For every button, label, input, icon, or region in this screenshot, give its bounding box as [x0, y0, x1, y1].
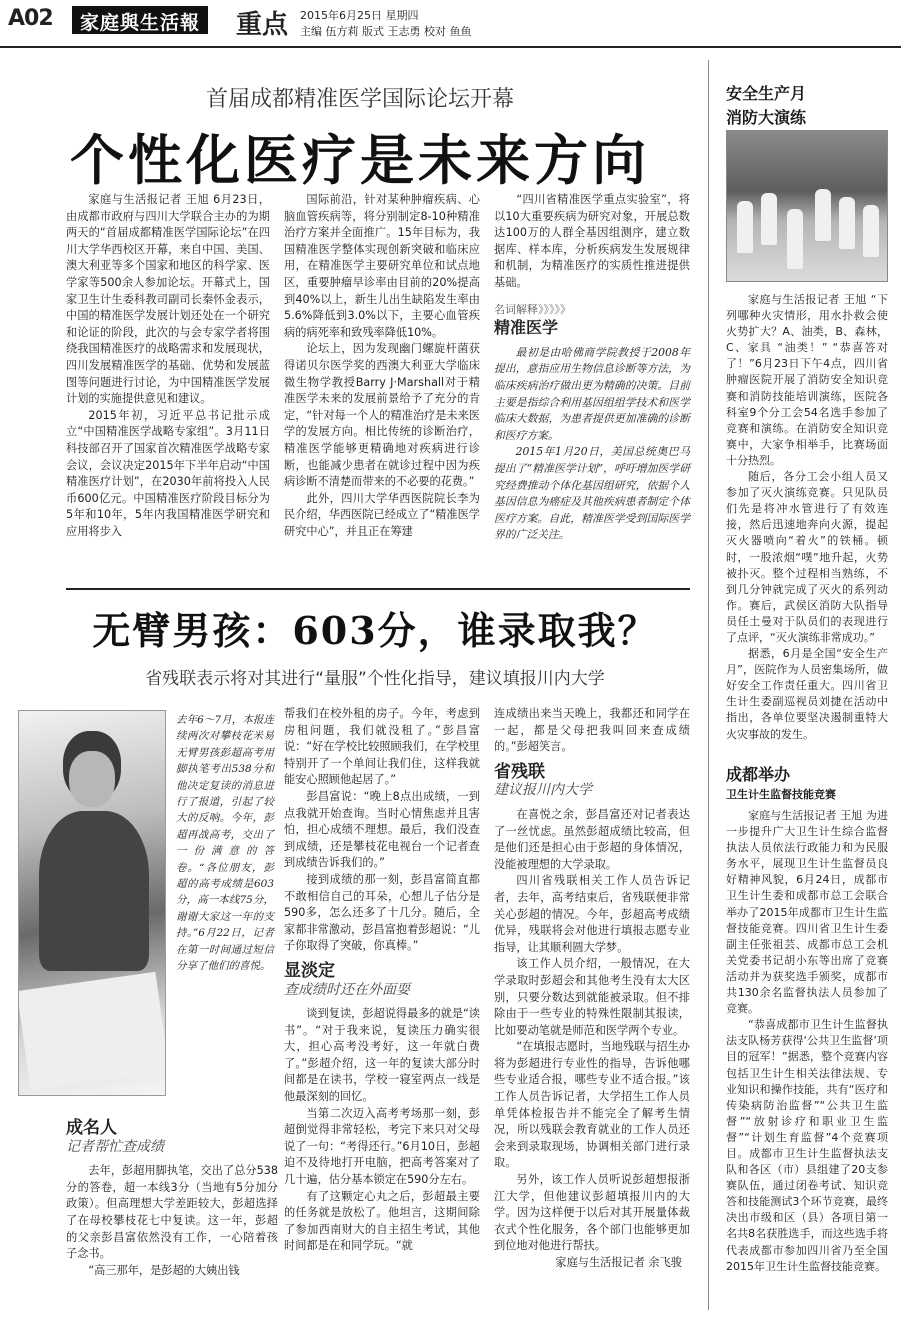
sidebar1-title-line: 消防大演练 — [726, 108, 807, 127]
article2-column-3 — [494, 706, 690, 1272]
article-paragraph: 随后，各分工会小组人员又参加了灭火演练竞赛。只见队员们先是将冲水管进行了有效连接，然后迅速地奔向火源，提起灭火器喷向“着火”的铁桶。顿时，一股浓烟“噗”地升起，火势被扑灭。整个过程相当熟练，不到几分钟就完成了灭火的系列动作。赛后，武侯区消防大队指导员任土曼对于队员们的表现进行了点评，“灭火演练非常成功。” — [726, 470, 888, 644]
article-paragraph: 帮我们在校外租的房子。今年，考虑到房租问题，我们就没租了。”彭昌富说：“好在学校比较照顾我们，在学校里特别开了一个单间让我们住，这样我就能安心照顾他起居了。” — [284, 707, 480, 787]
article-paragraph: 家庭与生活报记者 王旭 6月23日，由成都市政府与四川大学联合主办的为期两天的“首届成都精准医学国际论坛”在四川大学华西校区开幕，来自中国、美国、澳大利亚等多个国家和地区的科学家、医学家等500余人参加论坛。开幕式上，国家卫生计生委科教司副司长秦怀金表示，中国的精准医学发展计划还处在一个研究和论证的阶段，此次的与会专家学者将围绕我国精准医疗的战略需求和发展现状，四川发展精准医学的基础、优势和发展蓝图等问题进行讨论，为中国精准医学发展计划的实施提供意见和建议。 — [66, 193, 270, 406]
article-paragraph: 接到成绩的那一刻，彭昌富简直都不敢相信自己的耳朵，心想儿子估分是590多，怎么还多了十几分。随后，全家都非常激动，彭昌富抱着彭超说：“儿子你取得了突破，你真棒。” — [284, 872, 480, 953]
article2-column-1 — [66, 1120, 278, 1279]
article1-column-3 — [494, 192, 690, 544]
article2-subheadline: 省残联表示将对其进行“量服”个性化指导，建议填报川内大学 — [145, 669, 605, 689]
glossary-label: 名词解释》》》》》 — [494, 302, 571, 316]
article-paragraph: 据悉，6月是全国“安全生产月”，医院作为人员密集场所，做好安全工作责任重大。四川省卫生计生委副巡视员刘捷在活动中指出，各单位要坚决遏制重特大火灾事故的发生。 — [726, 647, 888, 741]
fire-drill-photo — [726, 130, 888, 282]
section-heading: 显淡定 — [284, 960, 335, 981]
sidebar1-body — [726, 292, 888, 743]
sidebar2-subtitle: 卫生计生监督技能竞赛 — [726, 788, 836, 801]
article-byline: 家庭与生活报记者 余飞骏 — [555, 1256, 682, 1269]
page-number: A02 — [8, 6, 53, 31]
section-subheading: 记者帮忙查成绩 — [66, 1138, 164, 1155]
article1-kicker: 首届成都精准医学国际论坛开幕 — [205, 87, 514, 112]
article-paragraph: “恭喜成都市卫生计生监督执法支队杨芳获得‘公共卫生监督’项目的冠军！”据悉，整个竞赛内容包括卫生计生相关法律法规、专业知识和操作技能，共有“医疗和传染病防治监督”“公共卫生监督”“放射诊疗和职业卫生监督”“计划生育监督”4个竞赛项目。成都市卫生计生监督执法支队和各区（市）县组建了20支参赛队伍，通过闭卷考试、知识竞答和技能测试3个环节竞赛，最终决出市级和区（县）各项目第一名共8名获胜选手，而这些选手将代表成都市参加四川省乃至全国2015年卫生计生监督技能竞赛。 — [726, 1018, 888, 1273]
section-subheading: 查成绩时还在外面耍 — [284, 981, 410, 998]
article-paragraph: 另外，该工作人员听说彭超想报浙江大学，但他建议彭超填报川内的大学。因为这样便于以后对其开展量体裁衣式个性化服务，各个部门也能够更加到位地对他进行帮扶。 — [494, 1173, 690, 1253]
article-paragraph: 家庭与生活报记者 王旭 “下列哪种火灾情形，用水扑救会使火势扩大？A、油类，B、森林，C、家具 “油类！” “恭喜答对了！”6月23日下午4点，四川省肿瘤医院开展了消防安全知识竞赛和消防技能培训演练，医院各科室9个分工会54名选手参加了竞赛和演练。在消防安全知识竞赛中，大家争相举手，比赛场面十分热烈。 — [726, 293, 888, 467]
article2-column-2 — [284, 706, 480, 1255]
article-paragraph: 彭昌富说：“晚上8点出成绩，一到点我就开始查询。当时心情焦虑并且害怕，担心成绩不理想。最后，我们没查到成绩，还是攀枝花电视台一个记者查到成绩告诉我们的。” — [284, 789, 480, 870]
article-paragraph: 国际前沿，针对某种肿瘤疾病、心脑血管疾病等，将分别制定8-10种精准治疗方案并全面推广。15年目标为，我国精准医学整体实现创新突破和临床应用，在精准医学主要研究单位和试点地区，重要肿瘤早诊率由目前的20%提高到40%以上，新生儿出生缺陷发生率由5.6%降低到3.0%以下，主要心血管疾病的病死率和致残率降低10%。 — [284, 193, 480, 339]
editor-credits: 主编 伍方莉 版式 王志勇 校对 鱼鱼 — [300, 25, 472, 38]
article-paragraph: 论坛上，因为发现幽门螺旋杆菌获得诺贝尔医学奖的西澳大利亚大学临床微生物学教授Barry J·Marshall对于精准医学未来的发展前景给予了充分的肯定，“针对每一个人的精准治疗是未来医学的发展方向。相比传统的诊断治疗，精准医学能够更精确地对疾病进行诊断，也能减少患者在就诊过程中因为疾病诊断不清楚而带来的不必要的花费。” — [284, 342, 480, 489]
article1-column-2 — [284, 192, 480, 540]
glossary-title: 精准医学 — [494, 318, 559, 338]
article-paragraph: 四川省残联相关工作人员告诉记者，去年，高考结束后，省残联便非常关心彭超的情况。今年，彭超高考成绩优异，残联将会对他进行填报志愿专业指导，让其顺利圆大学梦。 — [494, 874, 690, 954]
article-paragraph: 谈到复读，彭超说得最多的就是“读书”。“对于我来说，复读压力确实很大，担心高考没考好，这一年就白费了。”彭超介绍，这一年的复读大部分时间都是在读书，学校一寝室两点一线是他最深刻的回忆。 — [284, 1007, 480, 1104]
glossary-paragraph: 2015年1月20日，美国总统奥巴马提出了“精准医学计划”，呼吁增加医学研究经费推动个体化基因组研究，依据个人基因信息为癌症及其他疾病患者制定个体医疗方案。自此，精准医学受到国际医学界的广泛关注。 — [494, 445, 690, 542]
article-paragraph: 此外，四川大学华西医院院长李为民介绍，华西医院已经成立了“精准医学研究中心”，并且正在筹建 — [284, 491, 480, 538]
article-paragraph: 去年，彭超用脚执笔，交出了总分538分的答卷，超一本线3分（当地有5分加分政策）。但高理想大学差距较大，彭超选择了在母校攀枝花七中复读。这一年，彭超的父亲彭昌富依然没有工作，一心陪着孩子念书。 — [66, 1164, 278, 1261]
column-divider — [708, 60, 709, 1310]
section-subheading: 建议报川内大学 — [494, 782, 592, 799]
article-paragraph: 2015年初，习近平总书记批示成立“中国精准医学战略专家组”。3月11日科技部召开了国家首次精准医学战略专家会议，会议决定2015年下半年启动“中国精准医疗计划”，在2030年前将投入人民币600亿元。中国精准医疗阶段目标分为5年和10年，5年内我国精准医学研究和应用将步入 — [66, 408, 270, 538]
section-divider — [66, 588, 690, 590]
boy-writing-with-foot-photo — [18, 710, 166, 1096]
section-heading: 成名人 — [66, 1118, 117, 1138]
article-paragraph: “在填报志愿时，当地残联与招生办将为彭超进行专业性的指导，告诉他哪些专业适合报，哪些专业不适合报。”该工作人员告诉记者，大学招生工作人员单凭体检报告并不能完全了解考生情况，所以残联会教育就业的工作人员还会来到录取现场，协调相关部门进行录取。 — [494, 1040, 690, 1170]
article1-headline: 个性化医疗是未来方向 — [70, 128, 650, 192]
newspaper-masthead: 家庭與生活報 — [72, 6, 208, 34]
article-paragraph: “高三那年，是彭超的大姨出钱 — [88, 1263, 240, 1277]
article1-column-1 — [66, 192, 270, 540]
sidebar2-body — [726, 808, 888, 1275]
glossary-paragraph: 最初是由哈佛商学院教授于2008年提出，意指应用生物信息诊断等方法，为临床疾病治疗做出更为精确的决策。目前主要是指综合利用基因组组学技术和医学临床大数据，为患者提供更加准确的诊断和医疗方案。 — [494, 345, 690, 442]
article-paragraph: 在喜悦之余，彭昌富还对记者表达了一丝忧虑。虽然彭超成绩比较高，但是他们还是担心由于彭超的身体情况，没能被理想的大学录取。 — [494, 807, 690, 871]
article2-intro: 去年6～7月，本报连续两次对攀枝花米易无臂男孩彭超高考用脚执笔考出538分和他决定复读的消息进行了报道，引起了较大的反响。今年，彭超再战高考，交出了一份满意的答卷。“各位朋友，彭超的高考成绩是603分，高一本线75分，谢谢大家这一年的支持。”6月22日，记者在第一时间通过短信分享了他们的喜悦。 — [176, 714, 274, 973]
article-paragraph: 该工作人员介绍，一般情况，在大学录取时彭超会和其他考生没有太大区别，只要分数达到就能被录取。但不排除由于一些专业的特殊性限制其报读，比如要动笔就是师范和医学两个专业。 — [494, 957, 690, 1037]
sidebar1-title — [726, 82, 806, 130]
article-paragraph: 当第二次迈入高考考场那一刻，彭超倒觉得非常轻松，考完下来只对父母说了一句：“考得还行。”6月10日，彭超迫不及待地打开电脑，把高考答案对了几十遍，估分基本锁定在590分左右。 — [284, 1106, 480, 1187]
issue-date: 2015年6月25日 星期四 — [300, 9, 419, 22]
article-paragraph: 连成绩出来当天晚上，我都还和同学在一起，都是父母把我叫回来查成绩的。”彭超笑言。 — [494, 707, 690, 754]
section-name: 重点 — [236, 10, 289, 40]
article-paragraph: “四川省精准医学重点实验室”，将以10大重要疾病为研究对象，开展总数达100万的人群全基因组测序，建立数据库、样本库，分析疾病发生发展规律和机制，为精准医疗的实质性推进提供基础。 — [494, 193, 690, 289]
sidebar2-title: 成都举办 — [726, 765, 791, 784]
sidebar1-title-line: 安全生产月 — [726, 84, 807, 103]
article2-headline: 无臂男孩：603分，谁录取我？ — [92, 608, 658, 653]
article-paragraph: 家庭与生活报记者 王旭 为进一步提升广大卫生计生综合监督执法人员依法行政能力和为民服务水平，展现卫生计生监督员良好精神风貌，6月24日，成都市卫生计生委和成都市总工会联合举办了2015年成都市卫生计生监督技能竞赛。四川省卫生计生委副主任张祖芸、成都市总工会机关党委书记胡小东等出席了竞赛活动并为获奖选手颁奖，成都市共130余名监督执法人员参加了竞赛。 — [726, 809, 888, 1016]
section-heading: 省残联 — [494, 761, 545, 782]
article-paragraph: 有了这颗定心丸之后，彭超最主要的任务就是放松了。他坦言，这期间除了参加西南财大的自主招生考试，其他时间都是在和同学玩。“就 — [284, 1189, 480, 1253]
